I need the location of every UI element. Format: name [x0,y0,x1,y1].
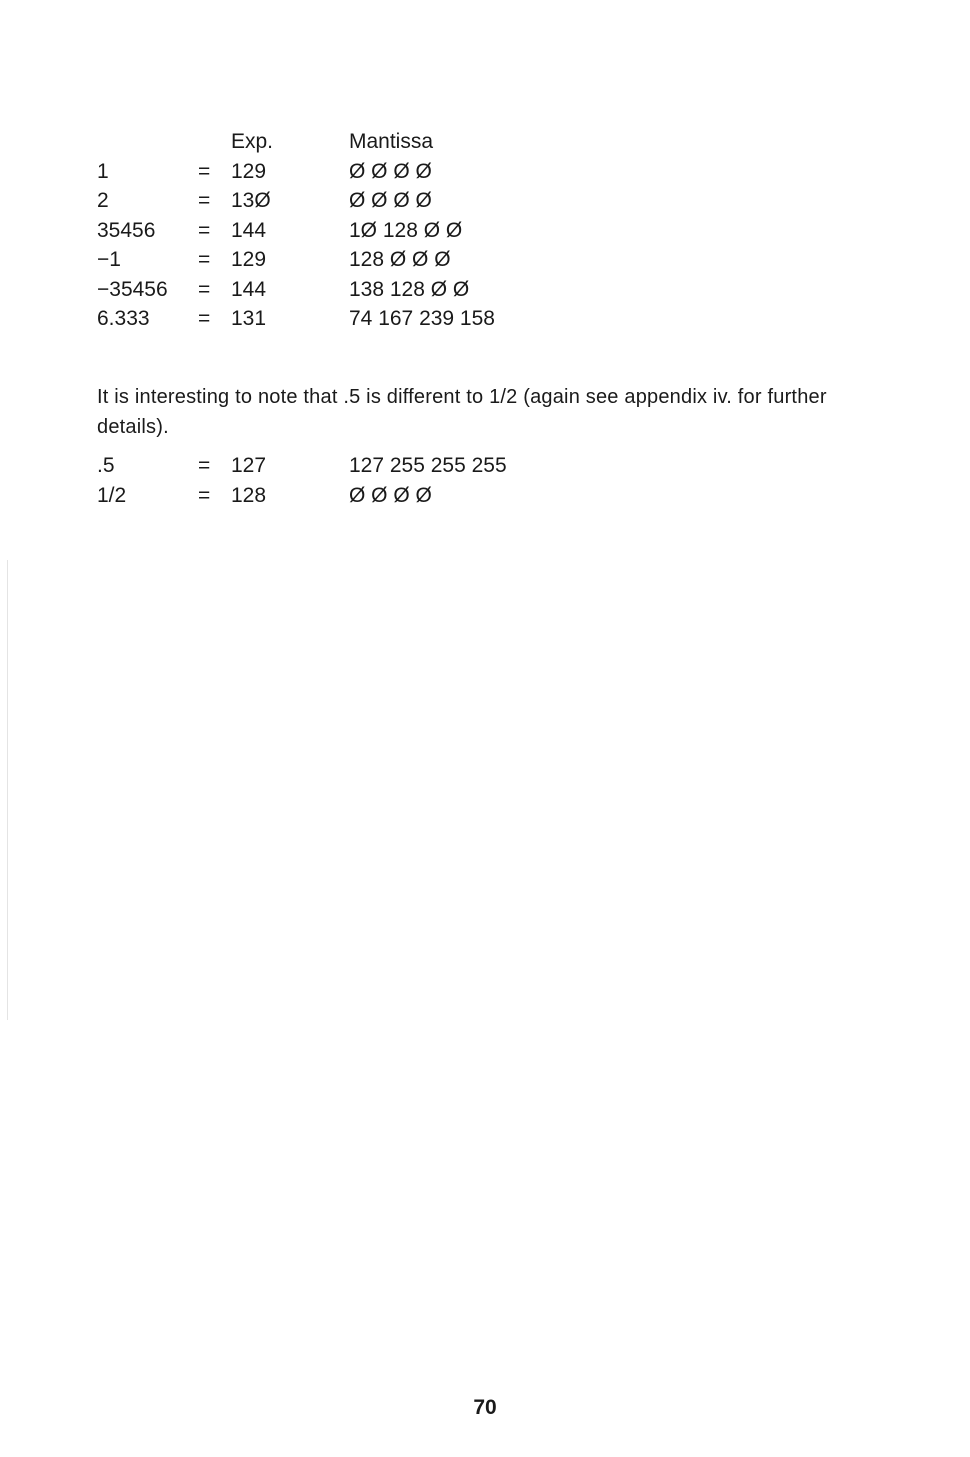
row-mantissa: Ø Ø Ø Ø [349,189,432,212]
row-mantissa: 128 Ø Ø Ø [349,248,451,271]
row-number: 6.333 [97,307,150,330]
row-equals: = [198,189,211,212]
row-equals: = [198,248,211,271]
row-number: .5 [97,454,115,477]
row-exponent: 131 [231,307,267,330]
row-exponent: 129 [231,248,267,271]
row-mantissa: 138 128 Ø Ø [349,277,470,301]
header-mantissa: Mantissa [349,130,434,153]
row-equals: = [198,454,211,477]
row-mantissa: 74 167 239 158 [349,307,495,330]
row-exponent: 144 [231,277,267,301]
row-equals: = [198,159,211,183]
row-number: 1 [97,159,109,183]
row-exponent: 144 [231,218,267,242]
body-paragraph: It is interesting to note that .5 is different to 1/2 (again see appendix iv. for further details). [97,386,827,438]
row-equals: = [198,307,211,330]
row-exponent: 128 [231,483,267,507]
row-exponent: 129 [231,159,267,183]
row-mantissa: 127 255 255 255 [349,454,507,477]
row-number: −1 [97,248,121,271]
row-number: 2 [97,189,109,212]
row-exponent: 127 [231,454,267,477]
row-equals: = [198,483,211,507]
row-exponent: 13Ø [231,189,271,212]
row-mantissa: 1Ø 128 Ø Ø [349,218,463,242]
row-number: −35456 [97,277,168,301]
row-number: 1/2 [97,483,127,507]
row-equals: = [198,277,211,301]
page-number: 70 [473,1396,497,1419]
row-mantissa: Ø Ø Ø Ø [349,483,432,507]
row-equals: = [198,218,211,242]
scan-edge-line [7,560,8,1020]
row-mantissa: Ø Ø Ø Ø [349,159,432,183]
row-number: 35456 [97,218,156,242]
header-exp: Exp. [231,130,274,153]
